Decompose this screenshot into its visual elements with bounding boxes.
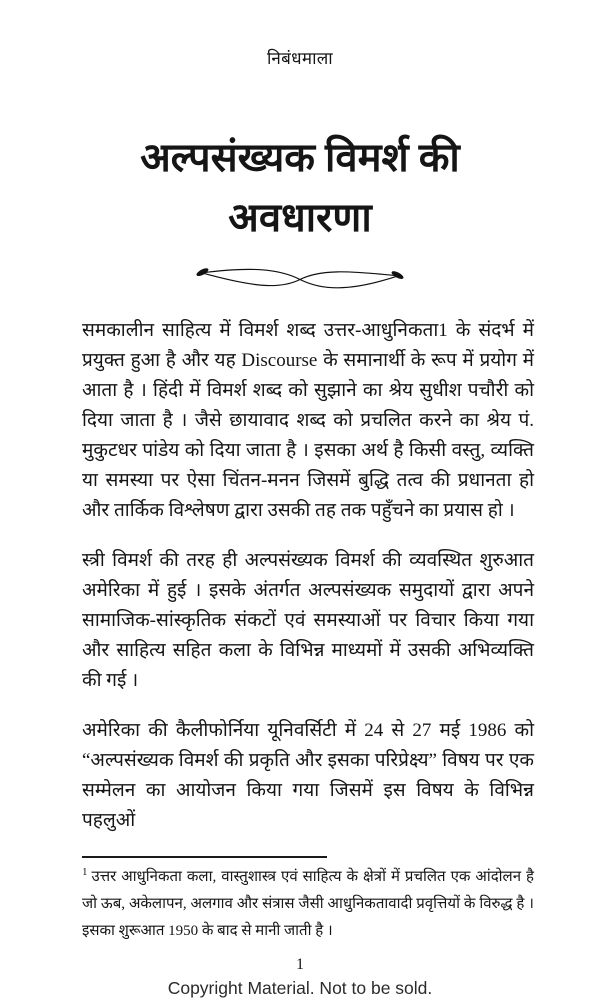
page-title-line1: अल्पसंख्यक विमर्श की [140, 135, 460, 180]
body-text [0, 316, 600, 836]
ornament-flourish-icon [0, 258, 600, 300]
page-number: 1 [296, 956, 304, 973]
body-paragraph-1: समकालीन साहित्य में विमर्श शब्द उत्तर-आधुनिकता1 के संदर्भ में प्रयुक्त हुआ है और यह Discourse के समानार्थी के रूप में प्रयोग में आता है । हिंदी में विमर्श शब्द को सुझाने का श्रेय सुधीश पचौरी को दिया जाता है । जैसे छायावाद शब्द को प्रचलित करने का श्रेय पं. मुकुटधर पांडेय को दिया जाता है । इसका अर्थ है किसी वस्तु, व्यक्ति या समस्या पर ऐसा चिंतन-मनन जिसमें बुद्धि तत्व की प्रधानता हो और तार्किक विश्लेषण द्वारा उसकी तह तक पहुँचने का प्रयास हो । [82, 320, 534, 521]
footnote-marker: 1 [82, 866, 88, 878]
footnote [82, 864, 534, 945]
page-title [0, 128, 600, 248]
footnote-rule [82, 856, 327, 858]
body-paragraph-3: अमेरिका की कैलीफोर्निया यूनिवर्सिटी में 24 से 27 मई 1986 को “अल्पसंख्यक विमर्श की प्रकृति और इसका परिप्रेक्ष्य” विषय पर एक सम्मेलन का आयोजन किया गया जिसमें इस विषय के विभिन्न पहलुओं [82, 720, 534, 831]
running-header: निबंधमाला [267, 49, 333, 68]
body-paragraph-2: स्त्री विमर्श की तरह ही अल्पसंख्यक विमर्श की व्यवस्थित शुरुआत अमेरिका में हुई । इसके अंतर्गत अल्पसंख्यक समुदायों द्वारा अपने सामाजिक-सांस्कृतिक संकटों एवं समस्याओं पर विचार किया गया और साहित्य सहित कला के विभिन्न माध्यमों में उसकी अभिव्यक्ति की गई । [82, 550, 534, 691]
book-page [0, 48, 600, 1007]
copyright-notice: Copyright Material. Not to be sold. [167, 978, 433, 998]
footnote-block [0, 856, 600, 945]
footnote-text: उत्तर आधुनिकता कला, वास्तुशास्त्र एवं साहित्य के क्षेत्रों में प्रचलित एक आंदोलन है जो ऊब, अकेलापन, अलगाव और संत्रास जैसी आधुनिकतावादी प्रवृत्तियों के विरुद्ध है । इसका शुरूआत 1950 के बाद से मानी जाती है । [82, 869, 534, 939]
page-title-line2: अवधारणा [228, 195, 372, 240]
